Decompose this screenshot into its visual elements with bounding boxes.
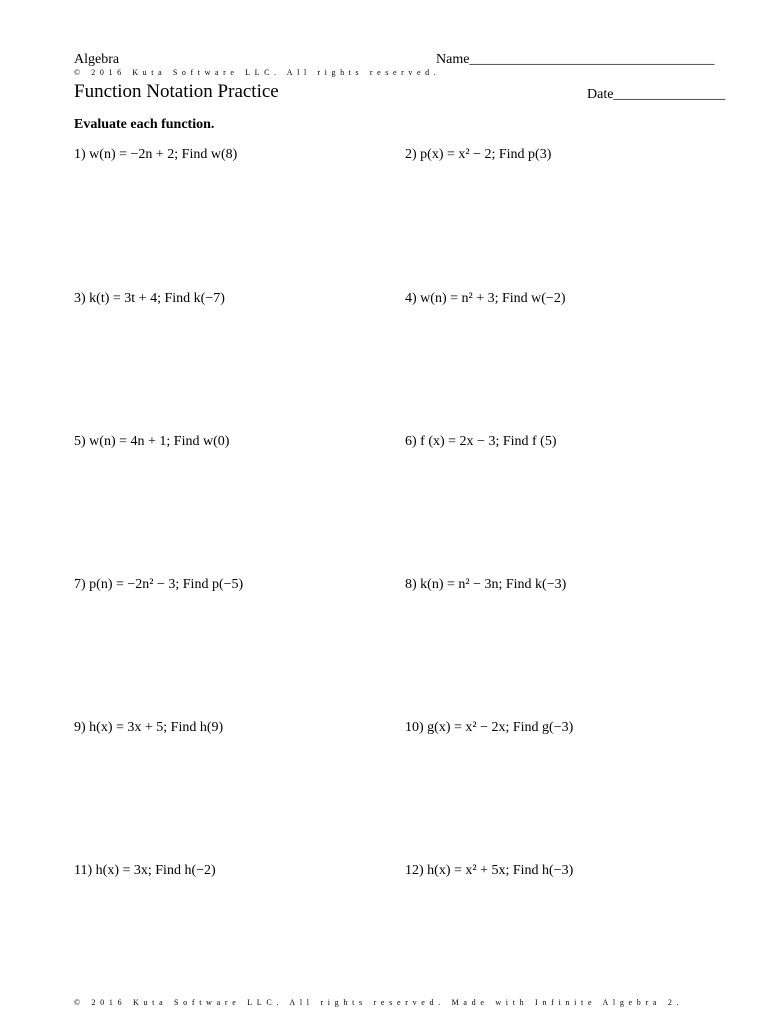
problem-text: h(x) = x² + 5x; Find h(−3) [427, 863, 574, 878]
copyright-top: © 2016 Kuta Software LLC. All rights reserved. [74, 68, 441, 77]
problem-number: 3) [74, 291, 86, 306]
problem-text: g(x) = x² − 2x; Find g(−3) [427, 720, 574, 735]
problem-1 [74, 147, 237, 163]
problem-number: 9) [74, 720, 86, 735]
problem-text: k(t) = 3t + 4; Find k(−7) [89, 291, 225, 306]
problem-number: 11) [74, 863, 93, 878]
problem-10 [405, 720, 573, 736]
problem-4 [405, 291, 566, 307]
problem-text: h(x) = 3x + 5; Find h(9) [89, 720, 224, 735]
copyright-footer: © 2016 Kuta Software LLC. All rights reserved. Made with Infinite Algebra 2. [74, 998, 684, 1007]
problem-2 [405, 147, 551, 163]
problem-text: h(x) = 3x; Find h(−2) [95, 863, 216, 878]
problem-number: 1) [74, 147, 86, 162]
problem-number: 10) [405, 720, 424, 735]
date-field: Date________________ [587, 87, 726, 102]
worksheet-title: Function Notation Practice [74, 81, 279, 102]
problem-3 [74, 291, 225, 307]
problem-12 [405, 863, 573, 879]
problem-text: w(n) = −2n + 2; Find w(8) [89, 147, 238, 162]
problem-text: w(n) = n² + 3; Find w(−2) [420, 291, 566, 306]
problem-8 [405, 577, 566, 593]
problem-text: w(n) = 4n + 1; Find w(0) [89, 434, 230, 449]
problem-text: p(n) = −2n² − 3; Find p(−5) [89, 577, 244, 592]
problem-9 [74, 720, 223, 736]
problem-number: 8) [405, 577, 417, 592]
problem-7 [74, 577, 243, 593]
problem-11 [74, 863, 216, 879]
problem-number: 6) [405, 434, 417, 449]
problem-text: f (x) = 2x − 3; Find f (5) [420, 434, 557, 449]
course-label: Algebra [74, 52, 120, 67]
problem-number: 5) [74, 434, 86, 449]
problem-number: 12) [405, 863, 424, 878]
problem-number: 7) [74, 577, 86, 592]
problem-text: k(n) = n² − 3n; Find k(−3) [420, 577, 567, 592]
instructions: Evaluate each function. [74, 117, 215, 132]
name-field: Name___________________________________ [436, 52, 715, 67]
problem-number: 2) [405, 147, 417, 162]
problem-text: p(x) = x² − 2; Find p(3) [420, 147, 552, 162]
problem-6 [405, 434, 557, 450]
problem-5 [74, 434, 229, 450]
problem-number: 4) [405, 291, 417, 306]
